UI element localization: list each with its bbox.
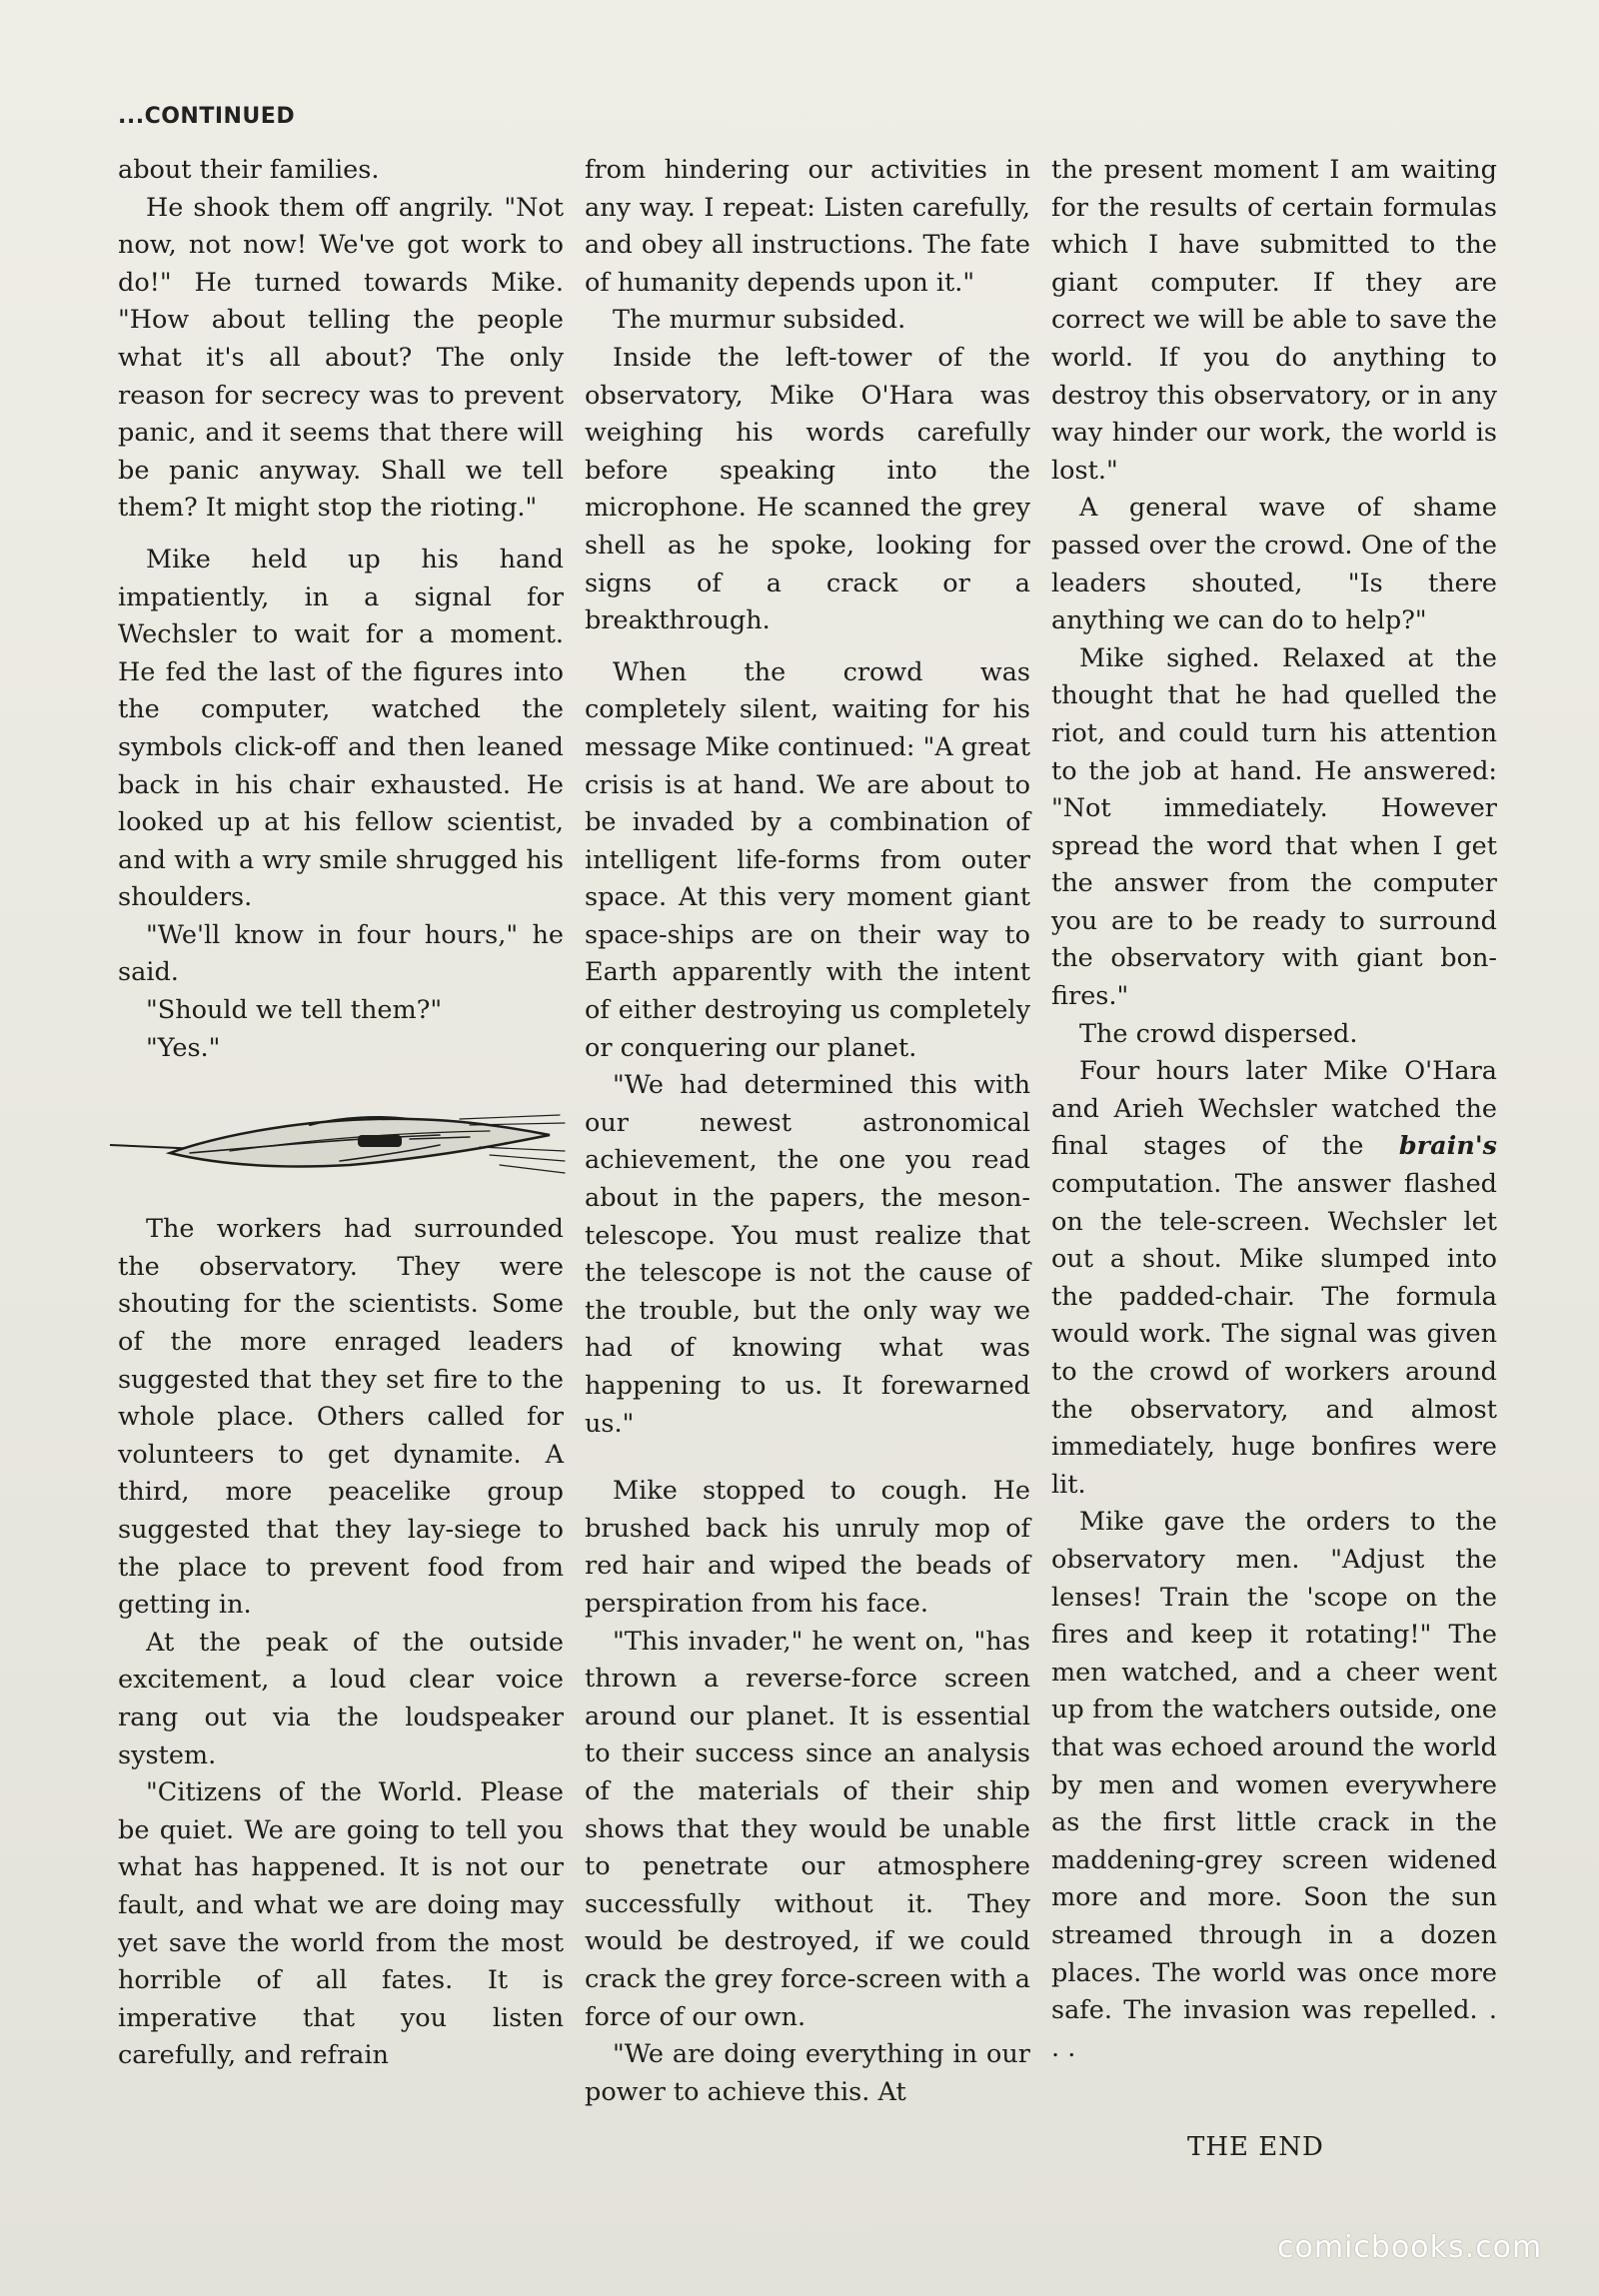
paragraph: He shook them off angrily. "Not now, not now! We've got work to do!" He turned towards Mike. "How about telling the people what it's all about? The only reason for secrecy was to prevent panic, and it seems that there will be panic anyway. Shall we tell them? It might stop the rioting." — [118, 192, 564, 524]
paragraph: "We'll know in four hours," he said. — [118, 919, 564, 988]
paragraph: Inside the left-tower of the observatory, Mike O'Hara was weighing his words carefully before speaking into the microphone. He scanned the grey shell as he spoke, looking for signs of a crack or a breakthrough. — [585, 342, 1030, 636]
text-column-2 — [585, 152, 1030, 2111]
emphasis-brain: brain's — [1398, 1131, 1497, 1162]
paragraph: A general wave of shame passed over the crowd. One of the leaders shouted, "Is there anything we can do to help?" — [1051, 493, 1497, 636]
paragraph: "We are doing everything in our power to achieve this. At — [585, 2039, 1030, 2107]
paragraph: "We had determined this with our newest astronomical achievement, the one you read about in the papers, the meson-telescope. You must realize that the telescope is not the cause of the trouble, but the only way we had of knowing what was happening to us. It forewarned us." — [585, 1070, 1030, 1439]
spaceship-illustration — [110, 1095, 570, 1187]
paragraph-text: computation. The answer flashed on the tele-screen. Wechsler let out a shout. Mike slumped into the padded-chair. The formula would work. The signal was given to the crowd of workers around the observatory, and almost immediately, huge bonfires were lit. — [1051, 1169, 1497, 1500]
paragraph: Mike sighed. Relaxed at the thought that he had quelled the riot, and could turn his attention to the job at hand. He answered: "Not immediately. However spread the word that when I get the answer from the computer you are to be ready to surround the observatory with giant bon-fires." — [1051, 642, 1497, 1012]
paragraph: about their families. — [118, 155, 380, 185]
paragraph-text: Four hours later Mike O'Hara and Arieh Wechsler watched the final stages of the — [1051, 1056, 1497, 1162]
paragraph: Mike gave the orders to the observatory men. "Adjust the lenses! Train the 'scope on the fires and keep it rotating!" The men watched, and a cheer went up from the watchers outside, one that was echoed around the world by men and women everywhere as the first little crack in the maddening-grey screen widened more and more. Soon the sun streamed through in a dozen places. The world was once more safe. The invasion was repelled. . . . — [1051, 1507, 1497, 2063]
paragraph: Mike held up his hand impatiently, in a signal for Wechsler to wait for a moment. He fed the last of the figures into the computer, watched the symbols click-off and then leaned back in his chair exhausted. He looked up at his fellow scientist, and with a wry smile shrugged his shoulders. — [118, 544, 564, 913]
paragraph: "Yes." — [146, 1032, 221, 1063]
paragraph: The workers had surrounded the observatory. They were shouting for the scientists. Some of the more enraged leaders suggested that they set fire to the whole place. Others called for volunteers to get dynamite. A third, more peacelike group suggested that they lay-siege to the place to prevent food from getting in. — [118, 1214, 564, 1621]
paragraph — [1051, 1053, 1497, 1504]
paragraph: At the peak of the outside excitement, a loud clear voice rang out via the loudspeaker system. — [118, 1627, 564, 1770]
paragraph: The murmur subsided. — [613, 305, 906, 336]
paragraph: "Should we tell them?" — [146, 995, 443, 1026]
continued-header: ...CONTINUED — [118, 104, 296, 129]
paragraph: "This invader," he went on, "has thrown a reverse-force screen around our planet. It is essential to their success since an analysis of the materials of their ship shows that they would be unable to penetrate our atmosphere successfully without it. They would be destroyed, if we could crack the grey force-screen with a force of our own. — [585, 1626, 1030, 2032]
paragraph: Mike stopped to cough. He brushed back his unruly mop of red hair and wiped the beads of perspiration from his face. — [585, 1476, 1030, 1619]
paragraph: The crowd dispersed. — [1079, 1018, 1358, 1049]
paragraph: the present moment I am waiting for the results of certain formulas which I have submitted to the giant computer. If they are correct we will be able to save the world. If you do anything to destroy this observatory, or in any way hinder our work, the world is lost." — [1051, 155, 1497, 486]
text-column-1 — [118, 152, 564, 2075]
watermark: comicbooks.com — [1277, 2230, 1543, 2265]
paragraph: "Citizens of the World. Please be quiet. We are going to tell you what has happened. It is not our fault, and what we are doing may yet save the world from the most horrible of all fates. It is imperative that you listen carefully, and refrain — [118, 1777, 564, 2071]
paragraph: from hindering our activities in any way. I repeat: Listen carefully, and obey all instructions. The fate of humanity depends upon it." — [585, 155, 1030, 298]
the-end-label: THE END — [1187, 2132, 1324, 2162]
text-column-3 — [1051, 152, 1497, 2067]
paragraph: When the crowd was completely silent, waiting for his message Mike continued: "A great crisis is at hand. We are about to be invaded by a combination of intelligent life-forms from outer space. At this very moment giant space-ships are on their way to Earth apparently with the intent of either destroying us completely or conquering our planet. — [585, 656, 1030, 1063]
